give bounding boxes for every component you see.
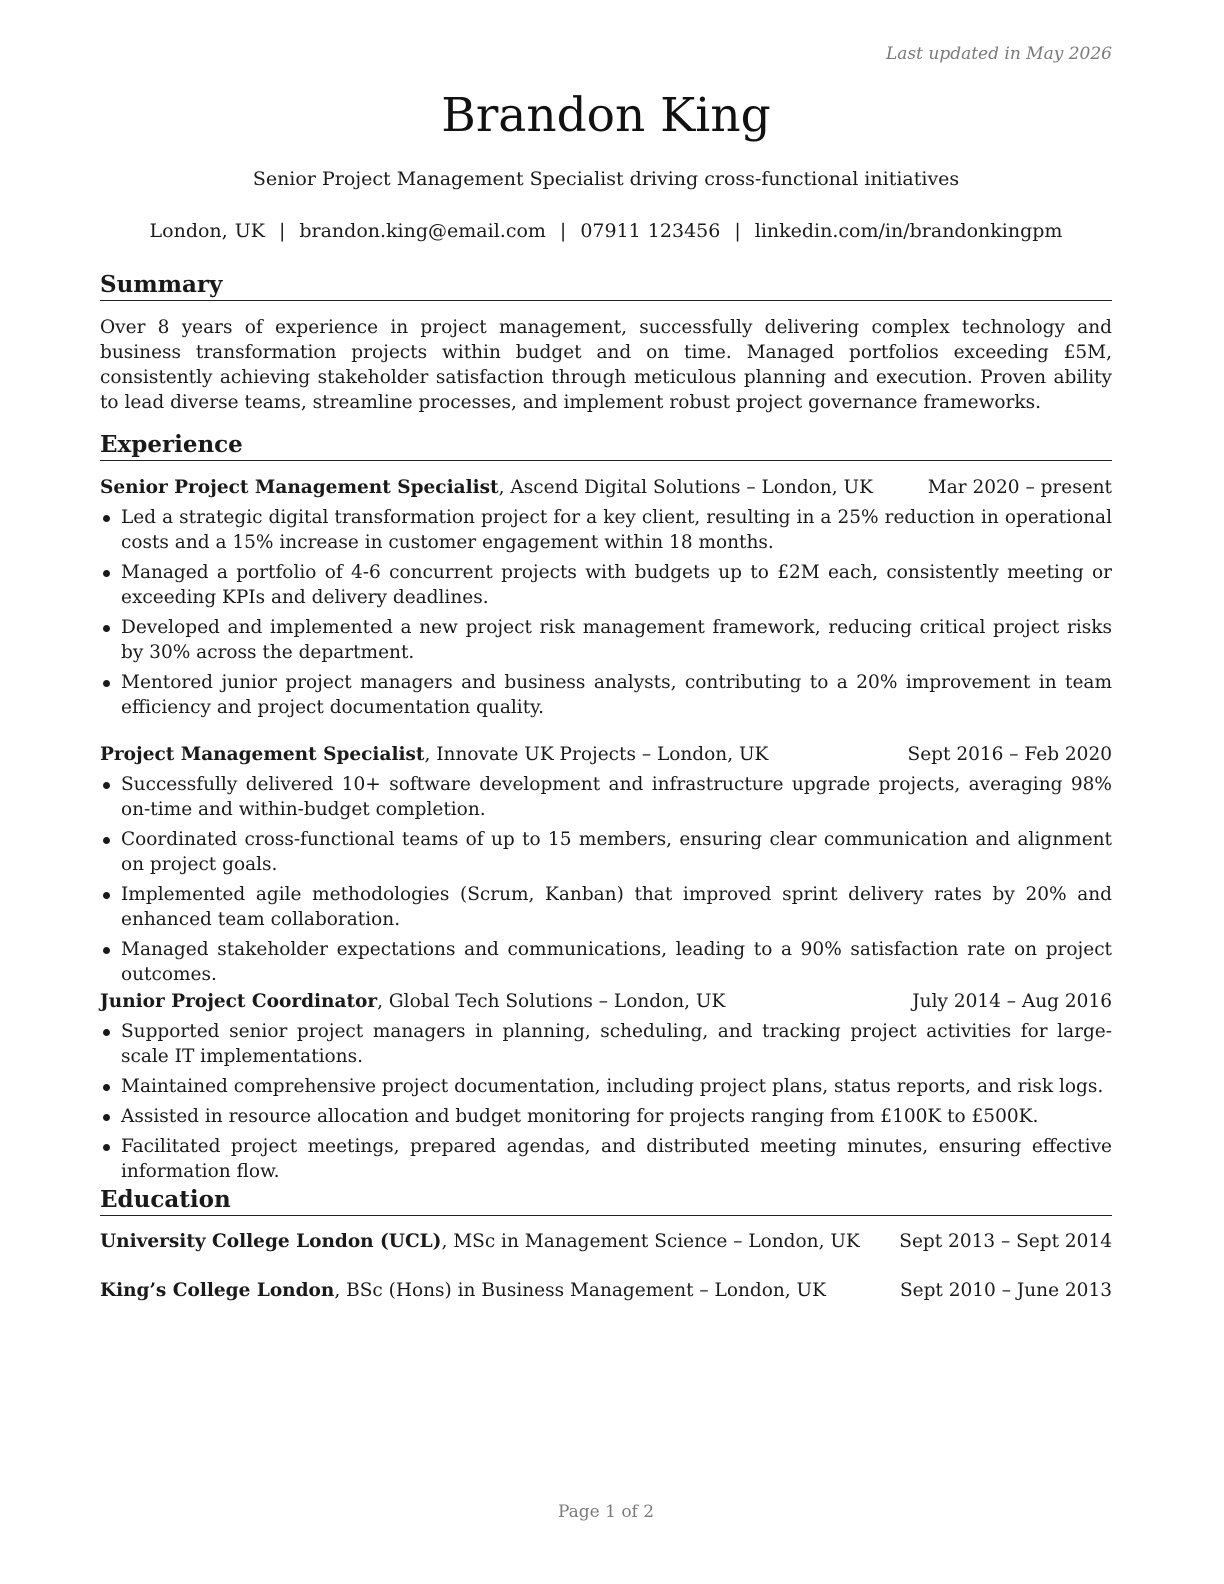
education-entry	[100, 1278, 1112, 1303]
job-dates: Mar 2020 – present	[927, 477, 1112, 498]
bullet-dot-icon	[103, 782, 110, 789]
section-heading-experience: Experience	[100, 431, 1112, 461]
last-updated-note: Last updated in May 2026	[885, 44, 1112, 64]
job-company: , Innovate UK Projects – London, UK	[424, 744, 769, 765]
job-title: Junior Project Coordinator	[100, 991, 378, 1012]
job-header	[100, 475, 1112, 500]
education-entry	[100, 1229, 1112, 1254]
bullet-dot-icon	[103, 680, 110, 687]
job-title: Project Management Specialist	[100, 744, 425, 765]
job-bullet: Supported senior project managers in planning, scheduling, and tracking project activities for large-scale IT implementations.	[100, 1019, 1112, 1069]
contact-separator: |	[734, 220, 741, 242]
job-title: Senior Project Management Specialist	[100, 477, 499, 498]
education-degree: , BSc (Hons) in Business Management – London, UK	[334, 1280, 826, 1301]
job-role-line	[100, 475, 873, 500]
bullet-dot-icon	[103, 625, 110, 632]
job-bullet: Mentored junior project managers and business analysts, contributing to a 20% improvement in team efficiency and project documentation quality.	[100, 670, 1112, 720]
job-bullet: Assisted in resource allocation and budget monitoring for projects ranging from £100K to £500K.	[100, 1104, 1112, 1129]
job-bullet: Developed and implemented a new project risk management framework, reducing critical project risks by 30% across the department.	[100, 615, 1112, 665]
education-dates: Sept 2010 – June 2013	[899, 1280, 1112, 1301]
education-line	[100, 1229, 860, 1254]
contact-line	[100, 220, 1112, 242]
job-header	[100, 989, 1112, 1014]
bullet-dot-icon	[103, 1084, 110, 1091]
education-dates: Sept 2013 – Sept 2014	[899, 1231, 1112, 1252]
job-dates: July 2014 – Aug 2016	[912, 991, 1112, 1012]
education-school: University College London (UCL)	[100, 1231, 442, 1252]
bullet-dot-icon	[103, 892, 110, 899]
contact-linkedin[interactable]: linkedin.com/in/brandonkingpm	[754, 220, 1063, 242]
job-company: , Ascend Digital Solutions – London, UK	[498, 477, 873, 498]
job-bullet: Managed a portfolio of 4-6 concurrent projects with budgets up to £2M each, consistently meeting or exceeding KPIs and delivery deadlines.	[100, 560, 1112, 610]
job-bullet: Successfully delivered 10+ software development and infrastructure upgrade projects, averaging 98% on-time and within-budget completion.	[100, 772, 1112, 822]
bullet-dot-icon	[103, 570, 110, 577]
education-school: King’s College London	[100, 1280, 335, 1301]
bullet-dot-icon	[103, 947, 110, 954]
bullet-dot-icon	[103, 1029, 110, 1036]
bullet-dot-icon	[103, 837, 110, 844]
bullet-dot-icon	[103, 515, 110, 522]
job-role-line	[100, 742, 768, 767]
job-dates: Sept 2016 – Feb 2020	[907, 744, 1112, 765]
section-heading-education: Education	[100, 1186, 1112, 1216]
education-line	[100, 1278, 826, 1303]
contact-separator: |	[278, 220, 286, 242]
job-bullet-list	[100, 1019, 1112, 1189]
contact-location: London, UK	[149, 220, 265, 242]
job-bullet-list	[100, 772, 1112, 992]
section-heading-summary: Summary	[100, 271, 1112, 301]
job-header	[100, 742, 1112, 767]
job-role-line	[100, 989, 725, 1014]
resume-page	[100, 0, 1112, 1584]
contact-phone[interactable]: 07911 123456	[580, 220, 721, 242]
candidate-name: Brandon King	[441, 88, 771, 143]
job-bullet: Led a strategic digital transformation project for a key client, resulting in a 25% reduction in operational costs and a 15% increase in customer engagement within 18 months.	[100, 505, 1112, 555]
contact-email[interactable]: brandon.king@email.com	[299, 220, 546, 242]
bullet-dot-icon	[103, 1144, 110, 1151]
education-degree: , MSc in Management Science – London, UK	[441, 1231, 860, 1252]
candidate-tagline: Senior Project Management Specialist driving cross-functional initiatives	[252, 168, 960, 190]
bullet-dot-icon	[103, 1114, 110, 1121]
job-bullet: Implemented agile methodologies (Scrum, Kanban) that improved sprint delivery rates by 20% and enhanced team collaboration.	[100, 882, 1112, 932]
page-number: Page 1 of 2	[557, 1502, 655, 1522]
job-bullet: Maintained comprehensive project documentation, including project plans, status reports, and risk logs.	[100, 1074, 1112, 1099]
job-bullet: Managed stakeholder expectations and communications, leading to a 90% satisfaction rate on project outcomes.	[100, 937, 1112, 987]
summary-text: Over 8 years of experience in project management, successfully delivering complex technology and business transformation projects within budget and on time. Managed portfolios exceeding £5M, consistently achieving stakeholder satisfaction through meticulous planning and execution. Proven ability to lead diverse teams, streamline processes, and implement robust project governance frameworks.	[100, 317, 1112, 413]
job-bullet: Coordinated cross-functional teams of up to 15 members, ensuring clear communication and alignment on project goals.	[100, 827, 1112, 877]
job-bullet: Facilitated project meetings, prepared agendas, and distributed meeting minutes, ensuring effective information flow.	[100, 1134, 1112, 1184]
contact-separator: |	[559, 220, 567, 242]
job-company: , Global Tech Solutions – London, UK	[377, 991, 726, 1012]
job-bullet-list	[100, 505, 1112, 725]
